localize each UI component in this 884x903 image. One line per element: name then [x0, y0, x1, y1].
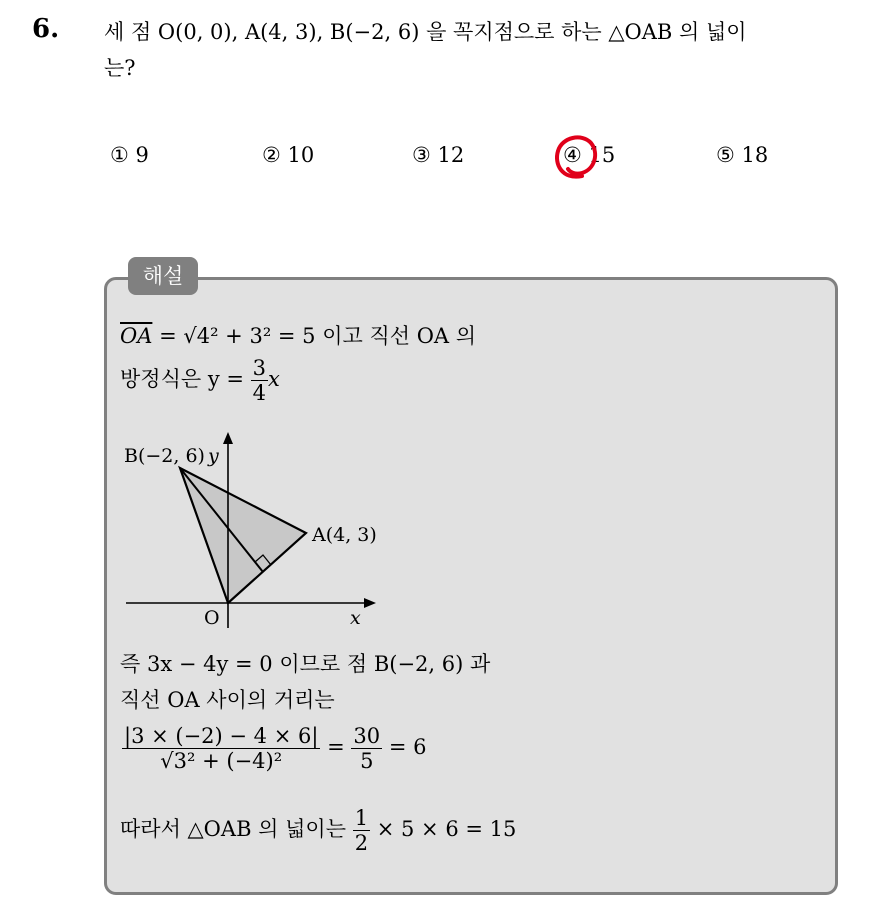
- label-O: O: [204, 607, 220, 629]
- label-B: B(−2, 6): [124, 445, 205, 467]
- y-axis-arrow: [223, 432, 233, 444]
- solution-line2-text: 방정식은 y =: [120, 367, 244, 391]
- solution-line1-eq: = √4² + 3² = 5 이고 직선 OA 의: [159, 324, 477, 348]
- choice-2[interactable]: ② 10: [262, 143, 315, 167]
- slope-fraction: $\frac{3}{4}$: [252, 356, 267, 405]
- question-number: 6.: [32, 14, 60, 44]
- solution-line2: 방정식은 y = $\frac{3}{4}$ x: [120, 356, 280, 405]
- solution-tag: 해설: [128, 257, 198, 295]
- distance-formula: $\frac{|3 \times (-2) - 4 \times 6|}{\text{√3² + (−4)²}}$ = $\frac{30}{5}$ = 6: [124, 724, 427, 773]
- half-fraction: $\frac{1}{2}$: [354, 806, 369, 855]
- distance-main-fraction: $\frac{|3 \times (-2) - 4 \times 6|}{\text{√3² + (−4)²}}$: [124, 724, 319, 773]
- label-A: A(4, 3): [312, 524, 377, 546]
- question-text-line1: 세 점 O(0, 0), A(4, 3), B(−2, 6) 을 꼭지점으로 하는 △OAB 의 넓이: [104, 20, 747, 44]
- x-axis-arrow: [364, 598, 376, 608]
- solution-final: 따라서 △OAB 의 넓이는 $\frac{1}{2}$ × 5 × 6 = 15: [120, 806, 517, 855]
- segment-oa: $\overline{OA}$: [120, 324, 153, 348]
- triangle-graph: [118, 428, 408, 633]
- choice-4[interactable]: ④ 15: [563, 143, 616, 167]
- distance-result-fraction: $\frac{30}{5}$: [353, 724, 381, 773]
- answer-mark-circle: [552, 131, 600, 181]
- solution-line4: 직선 OA 사이의 거리는: [120, 688, 335, 712]
- solution-line1: [120, 320, 476, 350]
- choice-5[interactable]: ⑤ 18: [716, 143, 769, 167]
- choice-3[interactable]: ③ 12: [412, 143, 465, 167]
- triangle-fill: [180, 468, 306, 603]
- choice-1[interactable]: ① 9: [110, 143, 149, 167]
- solution-line3: 즉 3x − 4y = 0 이므로 점 B(−2, 6) 과: [120, 652, 491, 676]
- question-text-line2: 는?: [104, 56, 136, 80]
- label-y: y: [208, 445, 219, 467]
- label-x: x: [350, 607, 361, 629]
